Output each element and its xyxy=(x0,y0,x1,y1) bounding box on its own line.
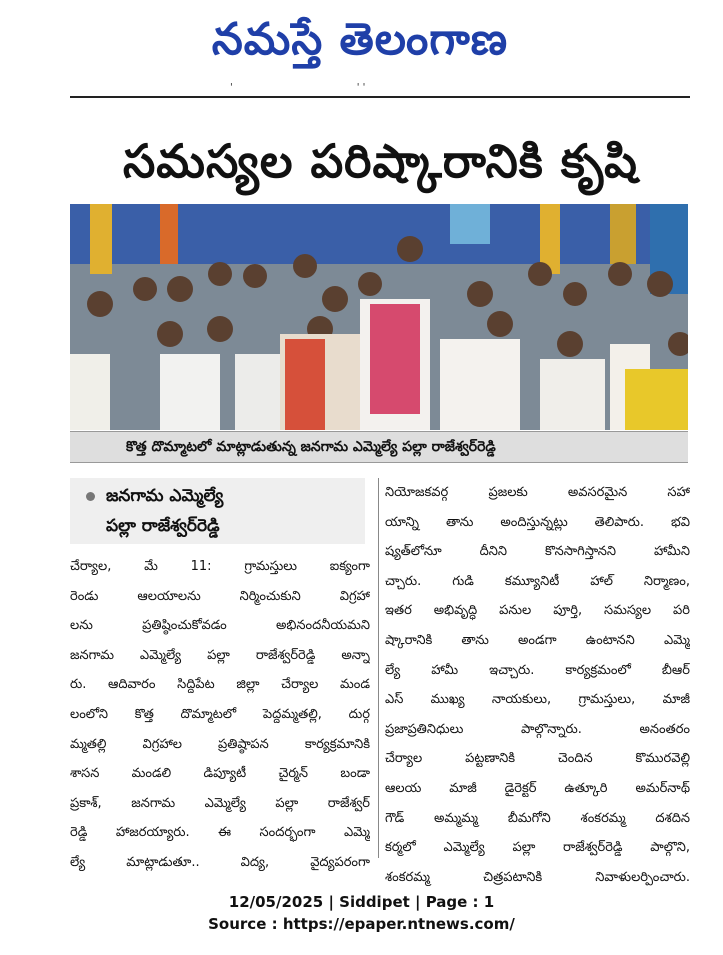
body-line: శంకరమ్మ చిత్రపటానికి నివాళులర్పించారు. xyxy=(385,869,690,885)
body-line: ష్యత్‌లోనూ దీనిని కొనసాగిస్తానని హామీని xyxy=(385,544,690,560)
body-line: చ్చారు. గుడి కమ్యూనిటీ హాల్ నిర్మాణం, xyxy=(385,573,690,589)
source-link[interactable]: Source : https://epaper.ntnews.com/ xyxy=(208,915,515,933)
body-line: రెడ్డి హాజరయ్యారు. ఈ సందర్భంగా ఎమ్మె xyxy=(70,825,370,841)
body-line: ల్యే హామీ ఇచ్చారు. కార్యక్రమంలో బీఆర్ xyxy=(385,662,690,678)
body-line: ష్కారానికి తాను అండగా ఉంటానని ఎమ్మె xyxy=(385,632,690,648)
body-line: శాసన మండలి డిప్యూటీ చైర్మన్ బండా xyxy=(70,766,370,782)
edition-info: 12/05/2025 | Siddipet | Page : 1 xyxy=(228,893,495,911)
body-line: గౌడ్ అమ్మమ్మ బీమగోని శంకరమ్మ దశదిన xyxy=(385,810,690,826)
photo-caption-text: కొత్త దొమ్మాటలో మాట్లాడుతున్న జనగామ ఎమ్మెల్యే పల్లా రాజేశ్వర్‌రెడ్డి xyxy=(126,439,496,455)
body-line: మ్మతల్లి విగ్రహాల ప్రతిష్ఠాపన కార్యక్రమానికి xyxy=(70,736,370,752)
photo-caption xyxy=(70,431,688,463)
masthead-ticks: ' ' ' xyxy=(230,82,366,93)
body-line: లంలోని కొత్త దొమ్మాటలో పెద్దమ్మతల్లి, దుర్గ xyxy=(70,706,370,722)
body-line: నియోజకవర్గ ప్రజలకు అవసరమైన సహా xyxy=(385,485,690,500)
body-line: ల్యే మాట్లాడుతూ.. విద్య, వైద్యపరంగా xyxy=(70,854,370,870)
article-photo xyxy=(70,204,688,430)
body-line: జనగామ ఎమ్మెల్యే పల్లా రాజేశ్వర్‌రెడ్డి అన్నా xyxy=(70,647,370,663)
masthead-divider xyxy=(70,96,690,98)
bullet-icon xyxy=(86,492,95,501)
article-column-left xyxy=(70,552,370,878)
masthead-title: నమస్తే తెలంగాణ xyxy=(211,14,509,65)
subhead-line-1: జనగామ ఎమ్మెల్యే xyxy=(106,486,224,506)
body-line: యాన్ని తాను అందిస్తున్నట్లు తెలిపారు. భవి xyxy=(385,514,690,530)
body-line: రు. ఆదివారం సిద్దిపేట జిల్లా చేర్యాల మండ xyxy=(70,677,370,693)
body-line: ఇతర అభివృద్ధి పనుల పూర్తి, సమస్యల పరి xyxy=(385,603,690,619)
article-column-right xyxy=(385,478,690,892)
headline-text: సమస్యల పరిష్కారానికి కృషి xyxy=(123,134,638,188)
newspaper-masthead xyxy=(140,8,580,72)
article-headline xyxy=(68,126,693,196)
article-subhead xyxy=(70,478,365,544)
body-line: ఎస్ ముఖ్య నాయకులు, గ్రామస్తులు, మాజీ xyxy=(385,692,690,708)
body-line: కర్మలో ఎమ్మెల్యే పల్లా రాజేశ్వర్‌రెడ్డి పాల్గొని, xyxy=(385,840,690,856)
body-line: చేర్యాల, మే 11: గ్రామస్తులు ఐక్యంగా xyxy=(70,559,370,574)
body-line: రెండు ఆలయాలను నిర్మించుకుని విగ్రహా xyxy=(70,588,370,604)
body-line: ఆలయ మాజీ డైరెక్టర్ ఉత్కూరి అమర్‌నాథ్ xyxy=(385,780,690,796)
body-line: లను ప్రతిష్ఠించుకోవడం అభినందనీయమని xyxy=(70,618,370,634)
body-line: చేర్యాల పట్టణానికి చెందిన కొమురవెల్లి xyxy=(385,751,690,767)
body-line: ప్రజాప్రతినిధులు పాల్గొన్నారు. అనంతరం xyxy=(385,721,690,737)
subhead-line-2: పల్లా రాజేశ్వర్‌రెడ్డి xyxy=(106,516,220,536)
body-line: ప్రకాశ్, జనగామ ఎమ్మెల్యే పల్లా రాజేశ్వర్ xyxy=(70,795,370,811)
column-divider xyxy=(378,478,379,858)
